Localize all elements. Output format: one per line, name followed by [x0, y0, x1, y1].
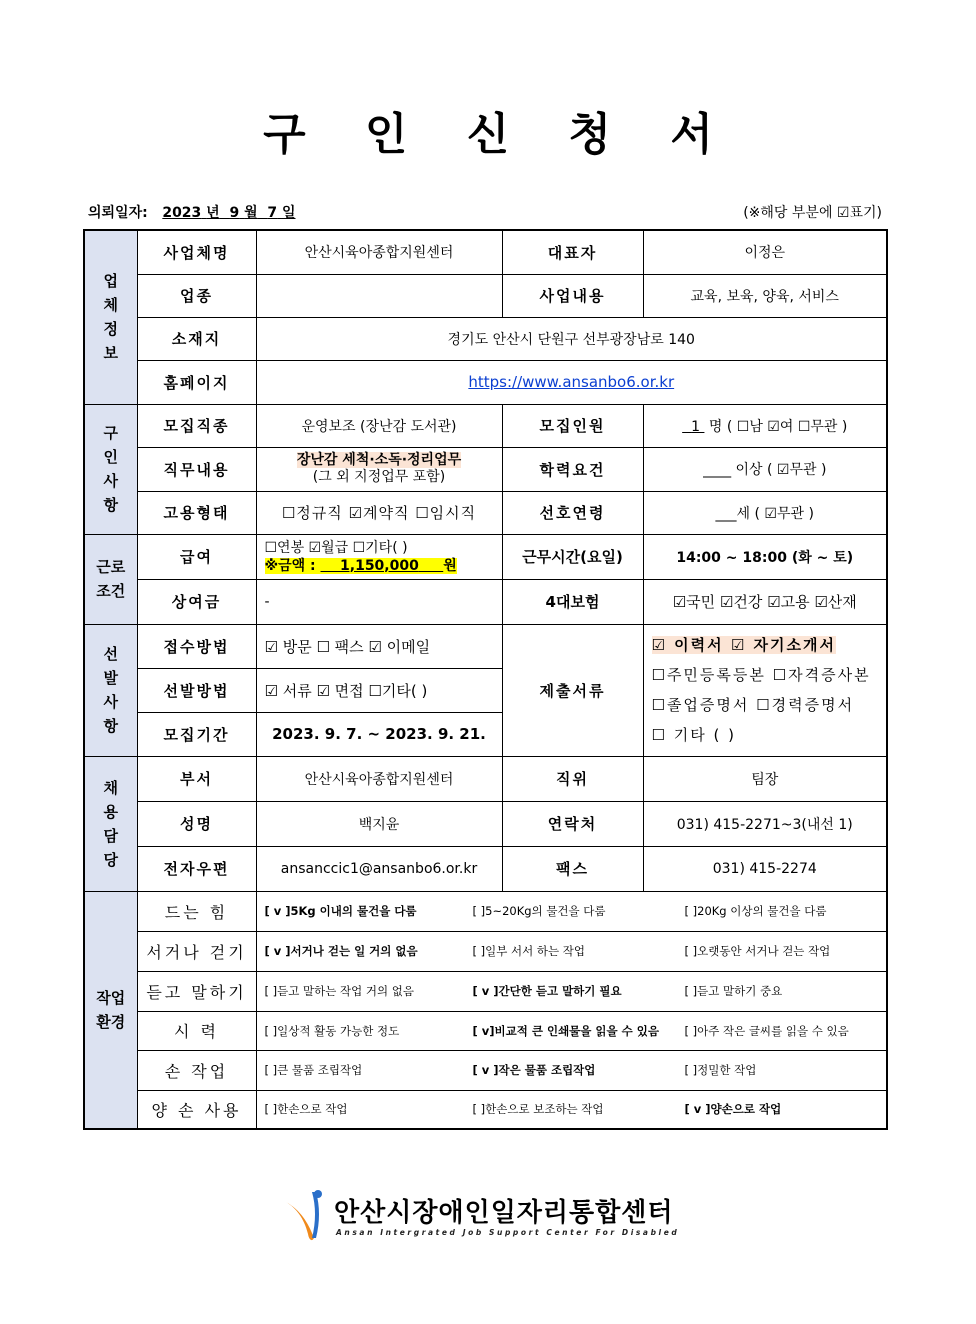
hours: 14:00 ~ 18:00 (화 ~ 토): [643, 534, 887, 579]
label-insurance: 4대보험: [502, 579, 643, 624]
phone: 031) 415-2271~3(내선 1): [643, 801, 887, 846]
duty: 장난감 세척·소독·정리업무 (그 외 지정업무 포함): [256, 447, 502, 491]
dept: 안산시육아종합지원센터: [256, 756, 502, 801]
section-contact: 채 용 담 당: [84, 756, 137, 891]
work-env-label: 양 손 사용: [137, 1090, 256, 1129]
label-phone: 연락처: [502, 801, 643, 846]
work-env-label: 드는 힘: [137, 891, 256, 931]
rep-name: 이정은: [643, 230, 887, 274]
label-edu: 학력요건: [502, 447, 643, 491]
industry: [256, 274, 502, 317]
label-fax: 팩스: [502, 846, 643, 891]
work-env-options: [ ]일상적 활동 가능한 정도 [ v]비교적 큰 인쇄물을 읽을 수 있음 [ ]아주 작은 글씨를 읽을 수 있음: [256, 1011, 887, 1050]
label-dept: 부서: [137, 756, 256, 801]
request-date: 의뢰일자: 2023 년 9 월 7 일: [88, 205, 296, 221]
footer-logo: [282, 1188, 682, 1248]
check-note: (※해당 부분에 ☑표기): [743, 205, 882, 221]
bonus: -: [256, 579, 502, 624]
page-title: 구 인 신 청 서: [263, 109, 735, 160]
label-homepage: 홈페이지: [137, 360, 256, 404]
request-meta: [88, 202, 882, 222]
select-method: ☑ 서류 ☑ 면접 ☐기타( ): [256, 668, 502, 712]
work-env-options: [ ]큰 물품 조립작업 [ v ]작은 물품 조립작업 [ ]정밀한 작업: [256, 1050, 887, 1090]
homepage-link[interactable]: https://www.ansanbo6.or.kr: [468, 373, 675, 391]
org-name: 안산시장애인일자리통합센터: [334, 1198, 674, 1228]
label-industry: 업종: [137, 274, 256, 317]
label-business: 사업내용: [502, 274, 643, 317]
receive-method: ☑ 방문 ☐ 팩스 ☑ 이메일: [256, 624, 502, 668]
work-env-options: [ v ]서거나 걷는 일 거의 없음 [ ]일부 서서 하는 작업 [ ]오랫동안 서거나 걷는 작업: [256, 931, 887, 971]
section-company: 업 체 정 보: [84, 230, 137, 404]
work-env-label: 서거나 걷기: [137, 931, 256, 971]
label-employ: 고용형태: [137, 491, 256, 534]
period: 2023. 9. 7. ~ 2023. 9. 21.: [256, 712, 502, 756]
label-pay: 급여: [137, 534, 256, 579]
contact-name: 백지윤: [256, 801, 502, 846]
label-docs: 제출서류: [502, 624, 643, 756]
label-count: 모집인원: [502, 404, 643, 447]
work-env-label: 손 작업: [137, 1050, 256, 1090]
work-env-options: [ v ]5Kg 이내의 물건을 다룸 [ ]5~20Kg의 물건을 다룸 [ ]20Kg 이상의 물건을 다룸: [256, 891, 887, 931]
work-env-label: 듣고 말하기: [137, 971, 256, 1011]
work-env-label: 시 력: [137, 1011, 256, 1050]
org-logo-icon: [282, 1188, 330, 1244]
label-address: 소재지: [137, 317, 256, 360]
label-duty: 직무내용: [137, 447, 256, 491]
age: ___세 ( ☑무관 ): [643, 491, 887, 534]
address: 경기도 안산시 단원구 선부광장남로 140: [256, 317, 887, 360]
label-period: 모집기간: [137, 712, 256, 756]
label-method: 선발방법: [137, 668, 256, 712]
label-receive: 접수방법: [137, 624, 256, 668]
label-contact-name: 성명: [137, 801, 256, 846]
position: 팀장: [643, 756, 887, 801]
work-env-options: [ ]한손으로 작업 [ ]한손으로 보조하는 작업 [ v ]양손으로 작업: [256, 1090, 887, 1129]
label-email: 전자우편: [137, 846, 256, 891]
company-name: 안산시육아종합지원센터: [256, 230, 502, 274]
count: 1 명 ( ☐남 ☑여 ☐무관 ): [643, 404, 887, 447]
label-company-name: 사업체명: [137, 230, 256, 274]
org-name-en: Ansan Intergrated Job Support Center For Disabled: [336, 1228, 680, 1237]
section-conditions: 근로 조건: [84, 534, 137, 624]
email[interactable]: ansanccic1@ansanbo6.or.kr: [256, 846, 502, 891]
work-env-options: [ ]듣고 말하는 작업 거의 없음 [ v ]간단한 듣고 말하기 필요 [ ]듣고 말하기 중요: [256, 971, 887, 1011]
section-job: 구 인 사 항: [84, 404, 137, 534]
label-hours: 근무시간(요일): [502, 534, 643, 579]
label-rep: 대표자: [502, 230, 643, 274]
edu: ____ 이상 ( ☑무관 ): [643, 447, 887, 491]
job-type: 운영보조 (장난감 도서관): [256, 404, 502, 447]
insurance: ☑국민 ☑건강 ☑고용 ☑산재: [643, 579, 887, 624]
label-bonus: 상여금: [137, 579, 256, 624]
label-position: 직위: [502, 756, 643, 801]
section-work-env: 작업 환경: [84, 891, 137, 1129]
pay: ☐연봉 ☑월급 ☐기타( ) ※금액 : 1,150,000 원: [256, 534, 502, 579]
fax: 031) 415-2274: [643, 846, 887, 891]
submit-docs: ☑ 이력서 ☑ 자기소개서 ☐주민등록등본 ☐자격증사본 ☐졸업증명서 ☐경력증명서 ☐ 기타 ( ): [643, 624, 887, 756]
application-form: [83, 229, 888, 1130]
label-age: 선호연령: [502, 491, 643, 534]
section-selection: 선 발 사 항: [84, 624, 137, 756]
business: 교육, 보육, 양육, 서비스: [643, 274, 887, 317]
label-job-type: 모집직종: [137, 404, 256, 447]
employ-type: ☐정규직 ☑계약직 ☐임시직: [256, 491, 502, 534]
